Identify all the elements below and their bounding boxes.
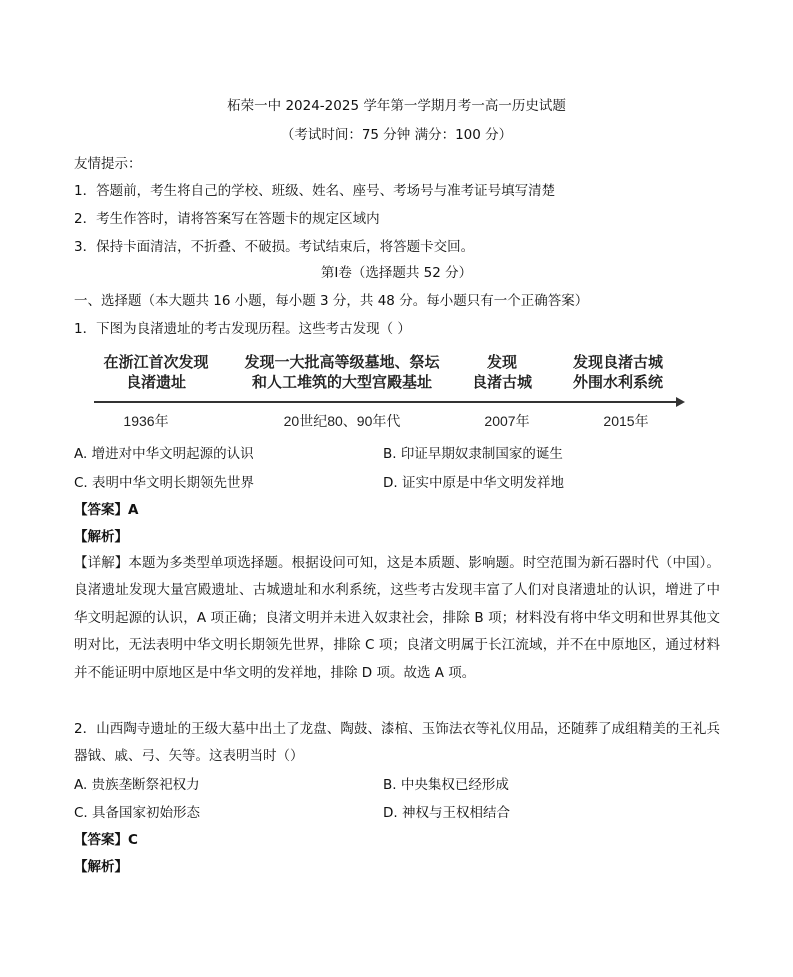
timeline-event-1936-line1: 在浙江首次发现	[103, 353, 209, 371]
question-2-option-a: A. 贵族垄断祭祀权力	[74, 777, 200, 793]
timeline-event-2015-line2: 外围水利系统	[572, 373, 663, 391]
question-2-stem: 2．山西陶寺遗址的王级大墓中出土了龙盘、陶鼓、漆棺、玉饰法衣等礼仪用品，还随葬了成组精美的王礼兵器钺、戚、弓、矢等。这表明当时（）	[74, 721, 720, 765]
exam-title: 柘荣一中 2024-2025 学年第一学期月考一高一历史试题	[227, 98, 566, 114]
timeline-axis	[94, 401, 680, 403]
question-2-answer	[74, 831, 138, 849]
question-1-analysis-label: 【解析】	[74, 529, 128, 545]
timeline-year-1980s: 20世纪80、90年代	[283, 413, 401, 429]
answer-label: 【答案】	[74, 832, 128, 848]
timeline-event-2007-line1: 发现	[486, 353, 517, 371]
question-2-option-b: B. 中央集权已经形成	[383, 777, 509, 793]
answer-label: 【答案】	[74, 502, 128, 518]
answer-value: A	[128, 502, 139, 518]
timeline-event-1936-line2: 良渚遗址	[125, 373, 186, 391]
question-1-option-b: B. 印证早期奴隶制国家的诞生	[383, 446, 563, 462]
exam-info: （考试时间：75 分钟 满分：100 分）	[280, 127, 513, 143]
question-1-option-d: D. 证实中原是中华文明发祥地	[383, 475, 564, 491]
timeline-year-1936: 1936年	[123, 413, 169, 429]
notice-item: 1．答题前，考生将自己的学校、班级、姓名、座号、考场号与准考证号填写清楚	[74, 183, 556, 199]
notice-item: 3．保持卡面清洁，不折叠、不破损。考试结束后，将答题卡交回。	[74, 239, 475, 255]
timeline-event-1980s-line1: 发现一大批高等级墓地、祭坛	[244, 353, 440, 371]
timeline-event-2015-line1: 发现良渚古城	[572, 353, 663, 371]
notice-item: 2．考生作答时，请将答案写在答题卡的规定区域内	[74, 211, 380, 227]
question-1-explanation: 【详解】本题为多类型单项选择题。根据设问可知，这是本质题、影响题。时空范围为新石器时代（中国）。良渚遗址发现大量宫殿遗址、古城遗址和水利系统，这些考古发现丰富了人们对良渚遗址的认识，增进了中华文明起源的认识，A 项正确；良渚文明并未进入奴隶社会，排除 B 项；材料没有将中华文明和世界其他文明对比，无法表明中华文明长期领先世界，排除 C 项；良渚文明属于长江流域，并不在中原地区，通过材料并不能证明中原地区是中华文明的发祥地，排除 D 项。故选 A 项。	[74, 555, 720, 681]
liangzhu-timeline	[86, 346, 686, 432]
timeline-year-2015: 2015年	[603, 413, 649, 429]
timeline-event-2007-line2: 良渚古城	[471, 373, 532, 391]
question-2-option-d: D. 神权与王权相结合	[383, 805, 510, 821]
timeline-arrow-icon	[676, 397, 685, 407]
notice-heading: 友情提示：	[74, 156, 142, 172]
section-title: 第Ⅰ卷（选择题共 52 分）	[320, 265, 473, 281]
question-1-option-a: A. 增进对中华文明起源的认识	[74, 446, 254, 462]
answer-value: C	[128, 832, 138, 848]
question-1-stem: 1．下图为良渚遗址的考古发现历程。这些考古发现（ ）	[74, 321, 411, 337]
timeline-year-2007: 2007年	[484, 413, 530, 429]
question-2-analysis-label: 【解析】	[74, 859, 128, 875]
timeline-event-1980s-line2: 和人工堆筑的大型宫殿基址	[251, 373, 432, 391]
question-1-option-c: C. 表明中华文明长期领先世界	[74, 475, 255, 491]
question-2-option-c: C. 具备国家初始形态	[74, 805, 201, 821]
section-instruction: 一、选择题（本大题共 16 小题，每小题 3 分，共 48 分。每小题只有一个正确答案）	[74, 293, 589, 309]
question-1-answer	[74, 501, 138, 519]
